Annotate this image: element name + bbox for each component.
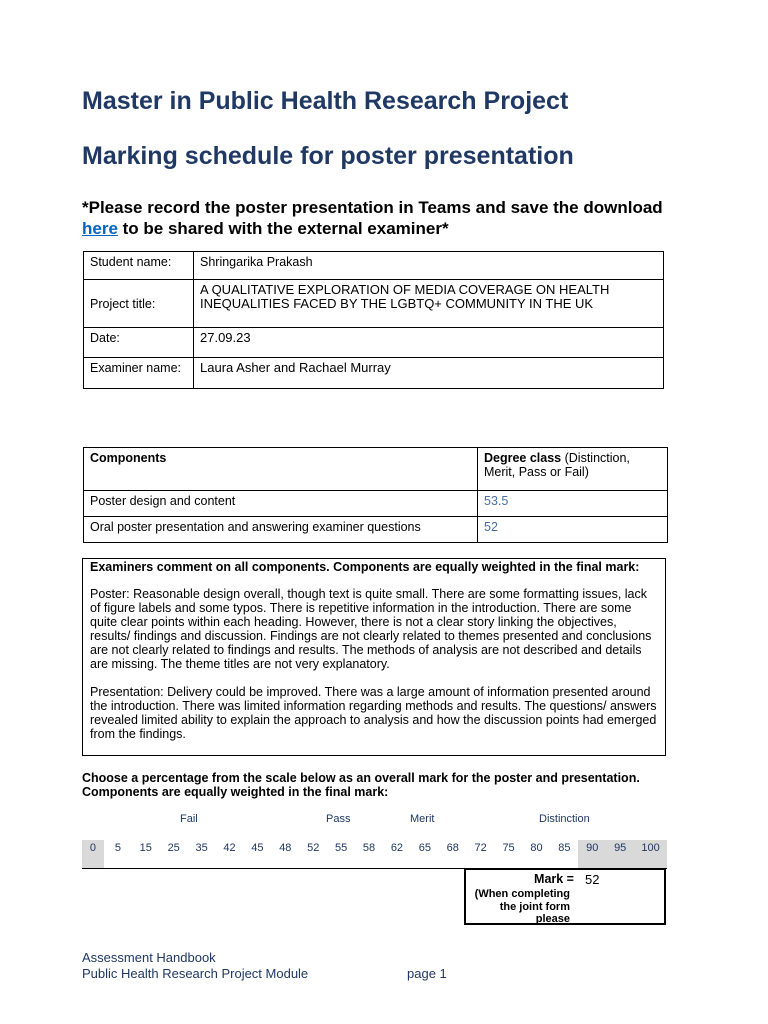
- page-number: page 1: [407, 966, 447, 981]
- footer-handbook: Assessment Handbook: [82, 950, 216, 965]
- project-title-label: Project title:: [84, 280, 194, 328]
- component-grade: 53.5: [478, 491, 668, 517]
- degree-class-header-bold: Degree class: [484, 451, 562, 465]
- scale-value[interactable]: 85: [558, 842, 571, 854]
- scale-value[interactable]: 65: [418, 842, 431, 854]
- scale-value[interactable]: 15: [139, 842, 152, 854]
- final-mark-box: [464, 868, 666, 925]
- footer-module: Public Health Research Project Module: [82, 966, 309, 981]
- scale-value[interactable]: 5: [114, 842, 121, 854]
- band-distinction: Distinction: [539, 813, 590, 825]
- examiner-comments-box: [82, 558, 666, 756]
- date-label: Date:: [84, 328, 194, 358]
- scale-value[interactable]: 75: [502, 842, 515, 854]
- component-name: Oral poster presentation and answering examiner questions: [84, 517, 478, 543]
- scale-value[interactable]: 48: [279, 842, 292, 854]
- mark-label: Mark =: [534, 872, 574, 886]
- scale-value[interactable]: 80: [530, 842, 543, 854]
- components-table: [83, 447, 668, 543]
- mark-value: 52: [585, 872, 600, 887]
- note-text-after: to be shared with the external examiner*: [117, 219, 449, 238]
- mark-sub-note: (When completing the joint form please: [474, 888, 570, 925]
- student-name-label: Student name:: [84, 252, 194, 280]
- document-subtitle: Marking schedule for poster presentation: [82, 142, 574, 170]
- scale-value[interactable]: 35: [195, 842, 208, 854]
- note-text-before: *Please record the poster presentation in Teams and save the download: [82, 198, 663, 217]
- percentage-scale: [82, 840, 667, 869]
- degree-class-header-rest: (Distinction, Merit, Pass or Fail): [484, 451, 630, 479]
- poster-comment: Poster: Reasonable design overall, though text is quite small. There are some formatting issues, lack of figure labels and some typos. There is repetitive information in the introduction. There are some quite clear points within each heading. However, there is not a clear story linking the objectives, results/ findings and discussion. Findings are not clearly related to themes presented and conclusions are not clearly related to findings and results. The methods of analysis are not described and details are missing. The theme titles are not very explanatory.: [90, 587, 652, 671]
- examiner-name-value: Laura Asher and Rachael Murray: [194, 358, 664, 389]
- scale-value[interactable]: 100: [634, 840, 667, 868]
- scale-value[interactable]: 62: [390, 842, 404, 854]
- presentation-comment: Presentation: Delivery could be improved. There was a large amount of information presented around the introduction. There was limited information regarding methods and results. The questions/ answers revealed limited ability to explain the approach to analysis and how the discussion points had emerged from the findings.: [90, 685, 657, 741]
- scale-value[interactable]: 58: [362, 842, 376, 854]
- date-value: 27.09.23: [194, 328, 664, 358]
- scale-instruction: Choose a percentage from the scale below as an overall mark for the poster and presentation. Components are equally weighted in the final mark:: [82, 771, 640, 799]
- band-merit: Merit: [410, 813, 435, 825]
- scale-value[interactable]: 25: [167, 842, 180, 854]
- recording-note: [82, 197, 682, 239]
- band-fail: Fail: [180, 813, 198, 825]
- scale-value[interactable]: 68: [446, 842, 459, 854]
- scale-value[interactable]: 0: [82, 840, 104, 868]
- scale-value[interactable]: 72: [474, 842, 487, 854]
- degree-class-header: [478, 448, 668, 491]
- components-header: Components: [84, 448, 478, 491]
- scale-value[interactable]: 45: [251, 842, 264, 854]
- scale-value[interactable]: 95: [606, 840, 634, 868]
- here-link[interactable]: here: [82, 219, 118, 238]
- scale-value[interactable]: 55: [335, 842, 348, 854]
- scale-value[interactable]: 90: [578, 840, 606, 868]
- examiner-name-label: Examiner name:: [84, 358, 194, 389]
- project-title-value: A QUALITATIVE EXPLORATION OF MEDIA COVERAGE ON HEALTH INEQUALITIES FACED BY THE LGBTQ+ COMMUNITY IN THE UK: [194, 280, 664, 328]
- student-info-table: [83, 251, 664, 389]
- student-name-value: Shringarika Prakash: [194, 252, 664, 280]
- band-pass: Pass: [326, 813, 351, 825]
- scale-value[interactable]: 42: [223, 842, 236, 854]
- comments-heading: Examiners comment on all components. Components are equally weighted in the final mark:: [90, 560, 640, 574]
- component-grade: 52: [478, 517, 668, 543]
- scale-value[interactable]: 52: [307, 842, 320, 854]
- component-name: Poster design and content: [84, 491, 478, 517]
- document-title: Master in Public Health Research Project: [82, 87, 569, 115]
